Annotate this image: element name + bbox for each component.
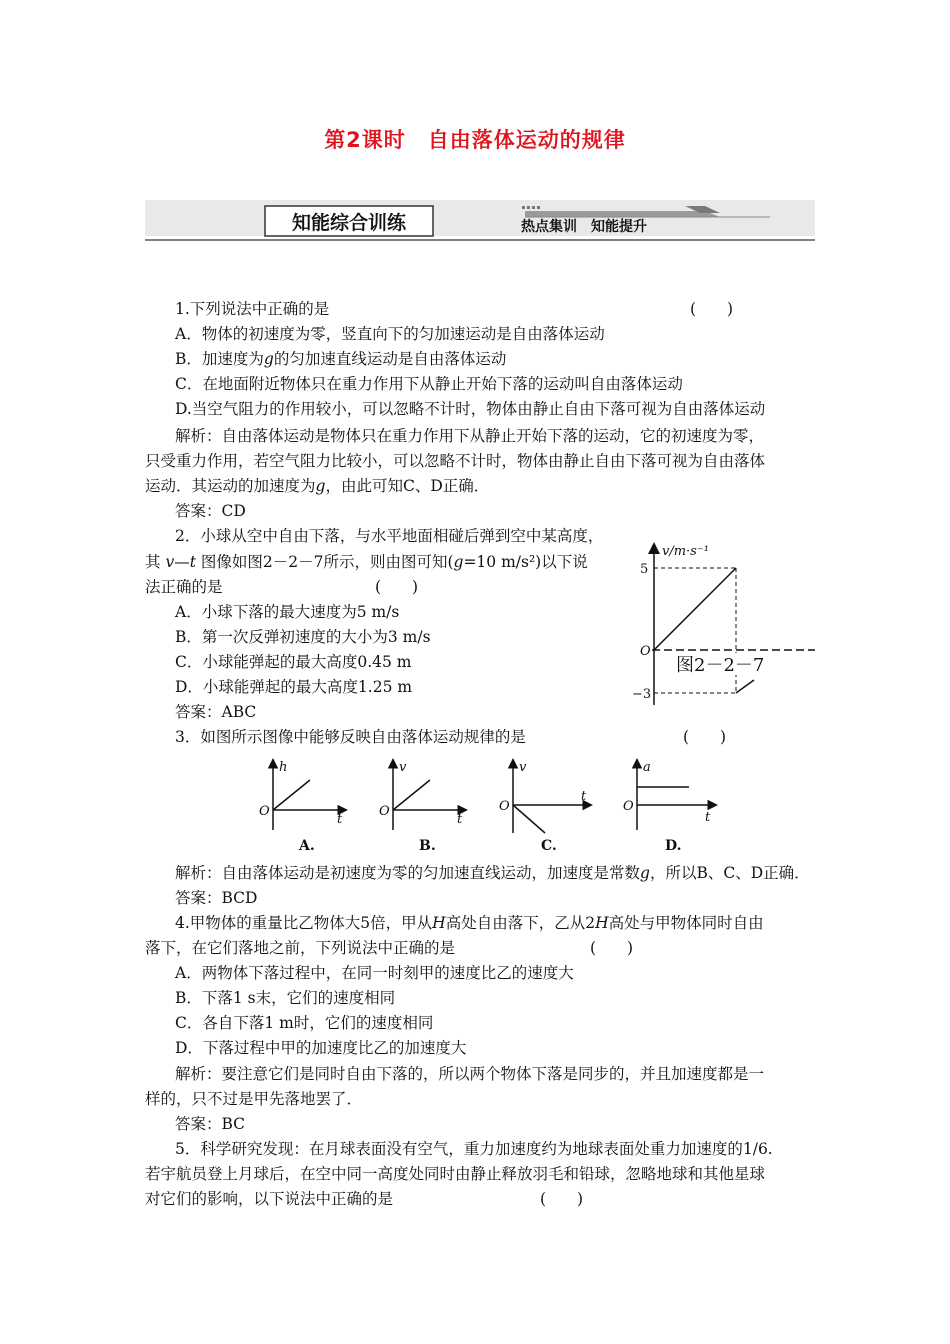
q1-bracket: ( ) <box>690 300 734 318</box>
q2-graph-tick-neg3: −3 <box>632 687 652 702</box>
q4-analysis-line-2: 样的，只不过是甲先落地罢了． <box>145 1090 363 1108</box>
q1-answer: 答案：CD <box>175 502 246 520</box>
q2-bracket: ( ) <box>375 578 419 596</box>
q2-graph-fall-line <box>654 568 736 650</box>
q1-stem: 1.下列说法中正确的是 <box>175 300 330 318</box>
q2-stem-line-3: 法正确的是 <box>145 578 223 596</box>
q3-graph-d-origin: O <box>623 799 634 814</box>
q4-stem-line-2: 落下，在它们落地之前，下列说法中正确的是 <box>145 939 456 957</box>
q3-graph-c-x: t <box>581 789 587 804</box>
q2-graph-bounce-line <box>736 680 754 693</box>
q2-graph-caption: 图2－2－7 <box>676 655 765 676</box>
q2-graph-tick-5: 5 <box>640 562 649 577</box>
q4-option-b: B．下落1 s末，它们的速度相同 <box>175 989 396 1007</box>
q3-graph-d <box>623 760 715 854</box>
q5-stem-line-3: 对它们的影响，以下说法中正确的是 <box>145 1190 394 1208</box>
q3-graph-c-label: C. <box>541 838 557 854</box>
q3-graph-b-y: v <box>399 760 407 775</box>
q4-stem-line-1: 4.甲物体的重量比乙物体大5倍，甲从H高处自由落下，乙从2H高处与甲物体同时自由 <box>175 914 764 932</box>
q2-option-b: B．第一次反弹初速度的大小为3 m/s <box>175 628 431 646</box>
q5-stem-line-1: 5．科学研究发现：在月球表面没有空气，重力加速度约为地球表面处重力加速度的1/6. <box>175 1140 773 1158</box>
q4-answer: 答案：BC <box>175 1115 246 1133</box>
q3-graphs <box>255 755 725 855</box>
q3-bracket: ( ) <box>683 728 727 746</box>
q3-graph-d-y: a <box>643 760 651 775</box>
q3-analysis: 解析：自由落体运动是初速度为零的匀加速直线运动，加速度是常数g，所以B、C、D正确． <box>175 864 810 882</box>
q1-option-a: A．物体的初速度为零，竖直向下的匀加速运动是自由落体运动 <box>175 325 605 343</box>
q3-graph-a-x: t <box>337 812 343 827</box>
q2-answer: 答案：ABC <box>175 703 257 721</box>
q3-stem: 3．如图所示图像中能够反映自由落体运动规律的是 <box>175 728 526 746</box>
q4-bracket: ( ) <box>590 939 634 957</box>
q3-graph-d-x: t <box>705 810 711 825</box>
q3-graph-c <box>499 760 590 854</box>
q3-answer: 答案：BCD <box>175 889 258 907</box>
q3-graph-a-origin: O <box>259 804 270 819</box>
q1-option-c: C．在地面附近物体只在重力作用下从静止开始下落的运动叫自由落体运动 <box>175 375 683 393</box>
q3-graph-b <box>379 760 465 854</box>
q4-option-a: A．两物体下落过程中，在同一时刻甲的速度比乙的速度大 <box>175 964 574 982</box>
q1-analysis-line-2: 只受重力作用，若空气阻力比较小，可以忽略不计时，物体由静止自由下落可视为自由落体 <box>145 452 766 470</box>
q2-option-d: D．小球能弹起的最大高度1.25 m <box>175 678 413 696</box>
q1-option-b: B．加速度为g的匀加速直线运动是自由落体运动 <box>175 350 507 368</box>
q3-graph-a <box>259 760 345 854</box>
section-banner <box>145 200 815 242</box>
q4-analysis-line-1: 解析：要注意它们是同时自由下落的，所以两个物体下落是同步的，并且加速度都是一 <box>175 1065 765 1083</box>
q3-graph-b-label: B. <box>419 838 436 854</box>
q5-bracket: ( ) <box>540 1190 584 1208</box>
q4-option-c: C．各自下落1 m时，它们的速度相同 <box>175 1014 434 1032</box>
q3-graph-d-label: D. <box>665 838 682 854</box>
q2-option-a: A．小球下落的最大速度为5 m/s <box>175 603 400 621</box>
q4-option-d: D．下落过程中甲的加速度比乙的加速度大 <box>175 1039 467 1057</box>
q2-stem-line-1: 2．小球从空中自由下落，与水平地面相碰后弹到空中某高度， <box>175 527 604 545</box>
q2-option-c: C．小球能弹起的最大高度0.45 m <box>175 653 412 671</box>
q3-graph-c-y: v <box>519 760 527 775</box>
q3-graph-a-label: A. <box>299 838 315 854</box>
banner-right-label: 热点集训 知能提升 <box>521 219 647 235</box>
q2-graph-origin: O <box>640 644 651 659</box>
q3-graph-b-x: t <box>457 812 463 827</box>
q2-stem-line-2: 其 v—t 图像如图2－2－7所示，则由图可知(g=10 m/s²)以下说 <box>145 553 588 571</box>
q2-vt-graph <box>630 535 820 710</box>
banner-left-label: 知能综合训练 <box>291 212 407 234</box>
q3-graph-a-y: h <box>279 760 288 775</box>
q3-graph-c-origin: O <box>499 799 510 814</box>
q5-stem-line-2: 若宇航员登上月球后，在空中同一高度处同时由静止释放羽毛和铅球，忽略地球和其他星球 <box>145 1165 766 1183</box>
q1-analysis-line-1: 解析：自由落体运动是物体只在重力作用下从静止开始下落的运动，它的初速度为零， <box>175 427 765 445</box>
q3-graph-b-origin: O <box>379 804 390 819</box>
q1-option-d: D.当空气阻力的作用较小，可以忽略不计时，物体由静止自由下落可视为自由落体运动 <box>175 400 766 418</box>
q1-analysis-line-3: 运动．其运动的加速度为g，由此可知C、D正确． <box>145 477 490 495</box>
q2-graph-y-label: v/m·s⁻¹ <box>662 544 709 559</box>
page-title: 第2课时 自由落体运动的规律 <box>324 128 626 152</box>
